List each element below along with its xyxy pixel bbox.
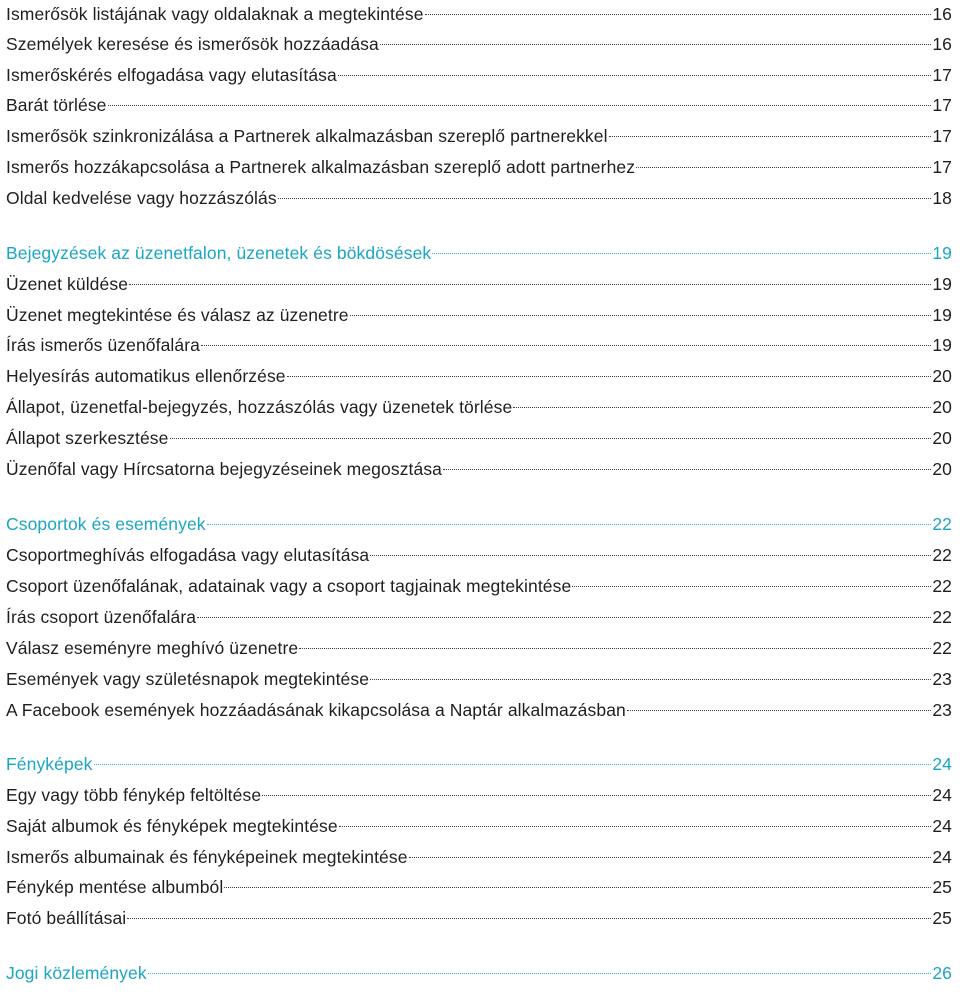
toc-entry[interactable]	[6, 665, 952, 693]
toc-entry-page-number: 22	[932, 545, 952, 565]
dot-leader	[129, 284, 931, 285]
toc-entry[interactable]	[6, 301, 952, 329]
toc-entry-page-number: 24	[932, 847, 952, 867]
toc-entry-title: Ismerős albumainak és fényképeinek megtekintése	[6, 847, 408, 867]
toc-entry-title: Barát törlése	[6, 95, 107, 115]
toc-entry[interactable]	[6, 696, 952, 724]
toc-entry-page-number: 19	[932, 335, 952, 355]
toc-entry-page-number: 24	[932, 785, 952, 805]
toc-entry-title: Üzenőfal vagy Hírcsatorna bejegyzéseinek megosztása	[6, 459, 443, 479]
dot-leader	[299, 648, 931, 649]
dot-leader	[370, 679, 931, 680]
toc-entry-title: Személyek keresése és ismerősök hozzáadása	[6, 34, 379, 54]
toc-entry[interactable]	[6, 873, 952, 901]
toc-entry-title: Csoport üzenőfalának, adatainak vagy a csoport tagjainak megtekintése	[6, 576, 572, 596]
toc-entry-title: Üzenet megtekintése és válasz az üzenetre	[6, 305, 349, 325]
toc-entry[interactable]	[6, 362, 952, 390]
toc-entry-page-number: 22	[932, 514, 952, 534]
toc-entry[interactable]	[6, 572, 952, 600]
dot-leader	[513, 407, 931, 408]
dot-leader	[409, 857, 932, 858]
dot-leader	[262, 795, 931, 796]
dot-leader	[94, 764, 932, 765]
toc-entry[interactable]	[6, 184, 952, 212]
dot-leader	[148, 973, 932, 974]
toc-entry[interactable]	[6, 91, 952, 119]
toc-entry[interactable]	[6, 541, 952, 569]
toc-entry-page-number: 16	[932, 34, 952, 54]
dot-leader	[338, 75, 931, 76]
toc-entry-title: Csoportok és események	[6, 514, 206, 534]
toc-section-heading[interactable]	[6, 959, 952, 987]
toc-entry[interactable]	[6, 122, 952, 150]
toc-entry-page-number: 20	[932, 397, 952, 417]
toc-entry-title: Egy vagy több fénykép feltöltése	[6, 785, 262, 805]
toc-entry-title: Állapot szerkesztése	[6, 428, 169, 448]
toc-entry-title: Ismerősök listájának vagy oldalaknak a megtekintése	[6, 4, 424, 24]
toc-entry-page-number: 19	[932, 243, 952, 263]
toc-entry-page-number: 16	[932, 4, 952, 24]
toc-entry-page-number: 25	[932, 908, 952, 928]
toc-entry-title: Fénykép mentése albumból	[6, 877, 224, 897]
toc-entry-title: Bejegyzések az üzenetfalon, üzenetek és bökdösések	[6, 243, 432, 263]
toc-entry[interactable]	[6, 331, 952, 359]
toc-entry[interactable]	[6, 781, 952, 809]
dot-leader	[339, 826, 932, 827]
dot-leader	[425, 14, 932, 15]
dot-leader	[432, 253, 931, 254]
toc-entry-page-number: 24	[932, 754, 952, 774]
dot-leader	[380, 44, 931, 45]
toc-entry-page-number: 24	[932, 816, 952, 836]
dot-leader	[108, 105, 932, 106]
toc-entry[interactable]	[6, 393, 952, 421]
toc-section-heading[interactable]	[6, 239, 952, 267]
toc-entry[interactable]	[6, 812, 952, 840]
toc-entry-title: Oldal kedvelése vagy hozzászólás	[6, 188, 277, 208]
dot-leader	[350, 315, 932, 316]
toc-entry-page-number: 17	[932, 65, 952, 85]
toc-entry-title: Írás csoport üzenőfalára	[6, 607, 197, 627]
toc-entry[interactable]	[6, 634, 952, 662]
toc-entry-title: Események vagy születésnapok megtekintése	[6, 669, 370, 689]
toc-entry-title: A Facebook események hozzáadásának kikapcsolása a Naptár alkalmazásban	[6, 700, 626, 720]
toc-entry-page-number: 20	[932, 459, 952, 479]
toc-entry-title: Ismerősök szinkronizálása a Partnerek alkalmazásban szereplő partnerekkel	[6, 126, 608, 146]
toc-section-heading[interactable]	[6, 510, 952, 538]
toc-entry-page-number: 20	[932, 428, 952, 448]
toc-entry[interactable]	[6, 904, 952, 932]
dot-leader	[370, 555, 931, 556]
toc-entry-title: Válasz eseményre meghívó üzenetre	[6, 638, 299, 658]
toc-entry-page-number: 19	[932, 274, 952, 294]
toc-entry-title: Fotó beállításai	[6, 908, 127, 928]
toc-entry[interactable]	[6, 455, 952, 483]
dot-leader	[287, 376, 932, 377]
toc-entry-page-number: 17	[932, 157, 952, 177]
dot-leader	[609, 136, 932, 137]
dot-leader	[443, 469, 931, 470]
toc-entry-title: Jogi közlemények	[6, 963, 147, 983]
toc-entry[interactable]	[6, 61, 952, 89]
dot-leader	[170, 438, 932, 439]
toc-entry-title: Írás ismerős üzenőfalára	[6, 335, 201, 355]
toc-entry[interactable]	[6, 30, 952, 58]
dot-leader	[572, 586, 931, 587]
toc-entry-page-number: 23	[932, 669, 952, 689]
toc-entry-page-number: 23	[932, 700, 952, 720]
toc-entry-page-number: 25	[932, 877, 952, 897]
dot-leader	[278, 198, 932, 199]
toc-entry-title: Saját albumok és fényképek megtekintése	[6, 816, 338, 836]
toc-entry-page-number: 20	[932, 366, 952, 386]
toc-entry-title: Ismerőskérés elfogadása vagy elutasítása	[6, 65, 337, 85]
toc-entry-title: Állapot, üzenetfal-bejegyzés, hozzászólás vagy üzenetek törlése	[6, 397, 513, 417]
dot-leader	[127, 918, 931, 919]
toc-entry-page-number: 22	[932, 576, 952, 596]
dot-leader	[636, 167, 931, 168]
toc-entry-page-number: 26	[932, 963, 952, 983]
toc-entry[interactable]	[6, 424, 952, 452]
dot-leader	[224, 887, 931, 888]
toc-entry-page-number: 17	[932, 95, 952, 115]
toc-entry-title: Csoportmeghívás elfogadása vagy elutasítása	[6, 545, 370, 565]
toc-entry[interactable]	[6, 270, 952, 298]
toc-entry-page-number: 22	[932, 607, 952, 627]
dot-leader	[207, 524, 932, 525]
dot-leader	[201, 345, 931, 346]
dot-leader	[197, 617, 931, 618]
toc-entry-page-number: 18	[932, 188, 952, 208]
toc-entry-page-number: 22	[932, 638, 952, 658]
dot-leader	[627, 710, 931, 711]
toc-entry-title: Üzenet küldése	[6, 274, 129, 294]
toc-entry-title: Helyesírás automatikus ellenőrzése	[6, 366, 286, 386]
toc-entry-page-number: 17	[932, 126, 952, 146]
toc-entry-page-number: 19	[932, 305, 952, 325]
toc-entry-title: Fényképek	[6, 754, 93, 774]
toc-entry[interactable]	[6, 0, 952, 28]
toc-entry[interactable]	[6, 843, 952, 871]
toc-entry[interactable]	[6, 603, 952, 631]
toc-entry[interactable]	[6, 153, 952, 181]
toc-entry-title: Ismerős hozzákapcsolása a Partnerek alkalmazásban szereplő adott partnerhez	[6, 157, 636, 177]
toc-section-heading[interactable]	[6, 750, 952, 778]
